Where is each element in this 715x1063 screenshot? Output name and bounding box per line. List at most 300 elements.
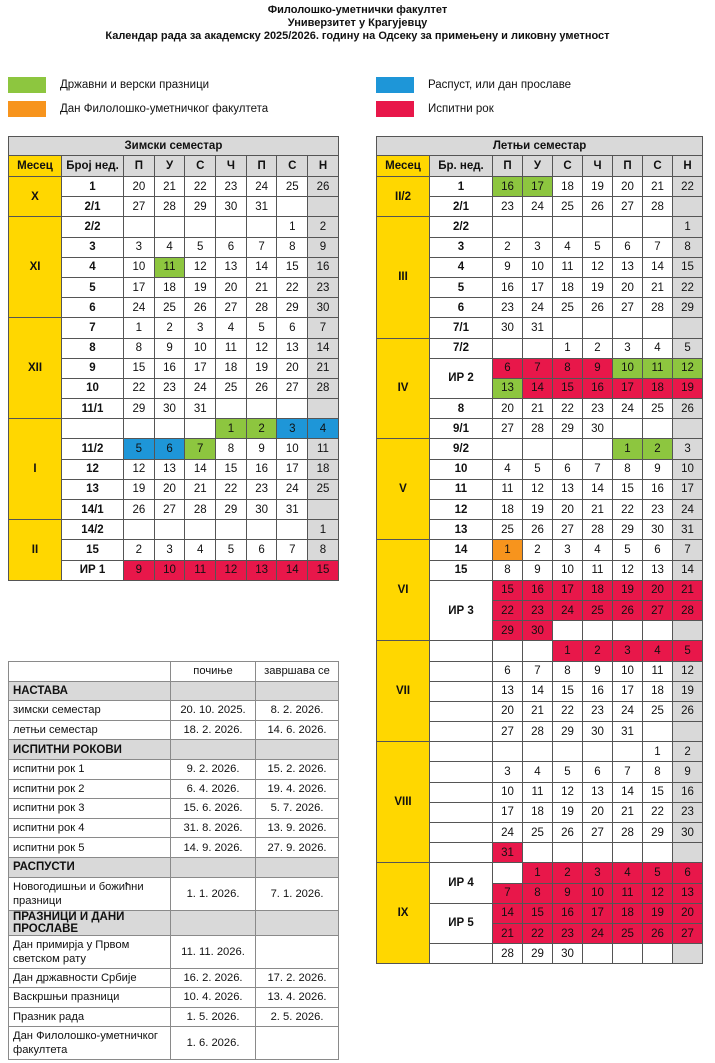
day-cell: 29 [553,419,583,439]
week-number: ИР 2 [430,358,493,398]
day-cell: 18 [523,802,553,822]
day-cell: 19 [583,277,613,297]
day-cell [124,419,155,439]
week-number: 15 [62,540,124,560]
day-cell: 3 [124,237,155,257]
dates-header-row [9,662,339,682]
week-number [430,944,493,964]
date-row-label: Дан Филолошко-уметничког факултета [9,1027,171,1060]
day-header: П [493,156,523,177]
date-start: 31. 8. 2026. [171,818,256,838]
day-cell: 19 [124,479,155,499]
day-cell: 22 [185,177,216,197]
day-cell: 7 [493,883,523,903]
day-cell: 28 [308,378,339,398]
section-blank [256,857,339,877]
week-number: 6 [62,298,124,318]
day-cell [277,399,308,419]
day-cell: 11 [523,782,553,802]
day-cell: 22 [673,177,703,197]
week-number: 1 [62,177,124,197]
day-cell: 11 [216,338,247,358]
day-cell: 20 [613,277,643,297]
day-cell: 23 [553,923,583,943]
date-start: 20. 10. 2025. [171,701,256,721]
week-number [430,742,493,762]
day-cell: 29 [673,298,703,318]
day-cell: 16 [493,277,523,297]
section-blank [256,681,339,701]
section-row [9,910,339,935]
day-cell: 9 [124,560,155,580]
week-row [377,177,703,197]
day-cell: 8 [553,358,583,378]
day-cell: 6 [613,237,643,257]
week-number: 2/1 [62,197,124,217]
day-cell: 12 [673,661,703,681]
week-row [377,863,703,883]
date-row-label: Празник рада [9,1007,171,1027]
day-cell: 12 [246,338,277,358]
date-start: 18. 2. 2026. [171,720,256,740]
week-number: 13 [62,479,124,499]
day-cell: 4 [216,318,247,338]
week-number: 8 [62,338,124,358]
day-cell: 22 [643,802,673,822]
day-cell: 26 [613,600,643,620]
week-number: 7/1 [430,318,493,338]
month-header: Месец [377,156,430,177]
day-header: П [613,156,643,177]
day-cell: 20 [124,177,155,197]
date-row [9,818,339,838]
day-cell: 22 [523,923,553,943]
day-cell [643,944,673,964]
date-row [9,720,339,740]
day-cell [185,419,216,439]
date-row [9,759,339,779]
day-cell: 14 [673,560,703,580]
date-end: 14. 6. 2026. [256,720,339,740]
day-cell [246,217,277,237]
day-cell [613,621,643,641]
section-title: РАСПУСТИ [9,857,171,877]
section-blank [171,857,256,877]
day-cell [673,722,703,742]
day-cell: 3 [154,540,185,560]
day-cell: 24 [673,500,703,520]
day-cell: 2 [553,863,583,883]
day-cell: 23 [523,600,553,620]
day-cell: 1 [493,540,523,560]
day-cell: 8 [673,237,703,257]
day-cell: 1 [673,217,703,237]
day-cell: 6 [643,540,673,560]
day-cell [553,217,583,237]
university-name: Универзитет у Крагујевцу [287,17,428,29]
day-cell: 31 [246,197,277,217]
date-end [256,1027,339,1060]
day-cell: 31 [277,500,308,520]
week-number [430,661,493,681]
day-cell [673,197,703,217]
day-cell: 4 [493,459,523,479]
day-cell: 24 [583,923,613,943]
day-cell: 24 [553,600,583,620]
day-cell: 10 [613,358,643,378]
day-cell: 31 [673,520,703,540]
day-header: П [124,156,155,177]
date-row [9,988,339,1008]
week-number: ИР 1 [62,560,124,580]
day-cell: 15 [673,257,703,277]
day-cell: 12 [583,257,613,277]
date-start: 11. 11. 2026. [171,935,256,968]
day-cell: 20 [277,358,308,378]
day-cell [493,439,523,459]
legend-faculty-day-label: Дан Филолошко-уметничког факултета [60,103,269,115]
day-header: С [277,156,308,177]
week-header: Број нед. [62,156,124,177]
day-cell [553,621,583,641]
day-cell: 5 [246,318,277,338]
week-number: 4 [62,257,124,277]
date-row-label: зимски семестар [9,701,171,721]
day-cell: 10 [613,661,643,681]
day-cell: 16 [523,580,553,600]
day-cell: 27 [493,722,523,742]
day-cell: 11 [553,257,583,277]
day-cell: 16 [493,177,523,197]
day-cell: 24 [493,823,523,843]
day-cell: 30 [583,419,613,439]
day-cell [643,722,673,742]
start-column-header: почиње [171,662,256,682]
day-cell: 23 [643,500,673,520]
day-cell: 28 [643,298,673,318]
day-cell: 5 [613,540,643,560]
day-cell: 26 [673,399,703,419]
day-header: Ч [216,156,247,177]
legend-holidays-label: Државни и верски празници [60,79,210,91]
week-number: 12 [430,500,493,520]
day-cell: 14 [583,479,613,499]
day-cell: 1 [643,742,673,762]
week-number: 14/2 [62,520,124,540]
day-cell: 21 [643,277,673,297]
date-start: 16. 2. 2026. [171,968,256,988]
section-blank [256,740,339,760]
day-cell: 13 [246,560,277,580]
day-cell: 16 [643,479,673,499]
day-cell: 22 [493,600,523,620]
week-number: 14 [430,540,493,560]
week-number: 9 [62,358,124,378]
week-number: 2/2 [430,217,493,237]
day-header: Ч [583,156,613,177]
week-number: ИР 5 [430,903,493,943]
day-cell: 6 [246,540,277,560]
day-cell: 3 [185,318,216,338]
day-cell: 22 [613,500,643,520]
day-cell: 24 [613,701,643,721]
day-cell: 27 [673,923,703,943]
week-number: 9/1 [430,419,493,439]
day-cell: 10 [493,782,523,802]
day-cell [523,217,553,237]
day-cell: 10 [154,560,185,580]
day-cell: 2 [673,742,703,762]
date-end: 7. 1. 2026. [256,877,339,910]
day-cell [643,621,673,641]
day-cell: 13 [493,681,523,701]
month-label: VIII [377,742,430,863]
day-cell: 5 [185,237,216,257]
day-cell [553,439,583,459]
day-cell: 21 [613,802,643,822]
day-cell: 6 [154,439,185,459]
end-column-header: завршава се [256,662,339,682]
date-row [9,935,339,968]
day-cell: 11 [613,883,643,903]
day-cell: 20 [613,177,643,197]
day-cell [673,944,703,964]
day-cell: 16 [583,378,613,398]
week-number: 11/1 [62,399,124,419]
day-cell: 10 [277,439,308,459]
day-cell: 25 [523,823,553,843]
day-cell: 19 [643,903,673,923]
day-cell: 19 [553,802,583,822]
day-cell: 1 [308,520,339,540]
legend-exam-label: Испитни рок [428,103,494,115]
week-number: 3 [62,237,124,257]
day-cell: 18 [553,277,583,297]
day-cell [124,520,155,540]
day-cell: 2 [154,318,185,338]
day-cell: 7 [246,237,277,257]
day-cell: 13 [583,782,613,802]
day-cell: 18 [493,500,523,520]
day-cell: 20 [673,903,703,923]
day-cell: 14 [523,681,553,701]
day-cell: 4 [643,641,673,661]
day-cell: 30 [553,944,583,964]
day-cell: 17 [523,177,553,197]
date-end: 27. 9. 2026. [256,838,339,858]
day-cell: 17 [523,277,553,297]
day-cell: 7 [583,459,613,479]
month-label: X [9,177,62,217]
month-label: II/2 [377,177,430,217]
week-number [62,419,124,439]
day-cell: 30 [643,520,673,540]
day-cell: 6 [493,661,523,681]
week-number: 1 [430,177,493,197]
day-cell: 26 [583,197,613,217]
day-cell: 14 [185,459,216,479]
day-cell: 2 [124,540,155,560]
week-row [377,217,703,237]
day-cell: 2 [583,338,613,358]
day-cell: 26 [643,923,673,943]
day-cell: 11 [583,560,613,580]
day-cell [613,742,643,762]
day-cell [308,500,339,520]
date-row-label: испитни рок 4 [9,818,171,838]
legend-blue-swatch [376,77,414,93]
day-cell [523,338,553,358]
day-cell: 8 [553,661,583,681]
day-cell: 1 [277,217,308,237]
day-cell: 12 [185,257,216,277]
day-cell: 28 [185,500,216,520]
day-cell: 17 [124,277,155,297]
day-cell: 23 [216,177,247,197]
day-cell: 20 [493,399,523,419]
day-cell: 29 [553,722,583,742]
day-cell: 8 [493,560,523,580]
day-cell: 30 [308,298,339,318]
section-title: НАСТАВА [9,681,171,701]
day-cell: 30 [493,318,523,338]
day-cell: 4 [583,540,613,560]
date-row [9,779,339,799]
day-cell: 27 [124,197,155,217]
week-number: 14/1 [62,500,124,520]
day-cell: 30 [154,399,185,419]
day-cell: 25 [154,298,185,318]
date-row-label: испитни рок 1 [9,759,171,779]
day-cell: 16 [583,681,613,701]
day-cell: 5 [673,641,703,661]
day-cell: 29 [216,500,247,520]
day-cell: 18 [583,580,613,600]
day-cell: 19 [583,177,613,197]
day-cell: 9 [493,257,523,277]
week-number [430,641,493,661]
date-start: 1. 5. 2026. [171,1007,256,1027]
day-cell: 13 [643,560,673,580]
day-cell: 28 [643,197,673,217]
day-cell [246,399,277,419]
day-cell: 3 [553,540,583,560]
day-cell: 23 [583,701,613,721]
day-cell: 16 [673,782,703,802]
day-cell [583,621,613,641]
day-cell [523,439,553,459]
day-cell: 23 [493,197,523,217]
week-number: 12 [62,459,124,479]
day-cell: 13 [216,257,247,277]
day-cell: 28 [583,520,613,540]
day-cell: 9 [523,560,553,580]
month-label: II [9,520,62,581]
day-header: С [643,156,673,177]
day-cell: 14 [613,782,643,802]
day-cell: 17 [613,681,643,701]
day-cell: 6 [277,318,308,338]
day-cell [643,217,673,237]
week-number: 15 [430,560,493,580]
day-cell: 3 [613,641,643,661]
week-number: 7 [62,318,124,338]
day-cell: 18 [308,459,339,479]
date-row [9,799,339,819]
day-cell: 18 [154,277,185,297]
day-cell: 28 [613,823,643,843]
day-cell: 9 [583,661,613,681]
day-cell: 1 [613,439,643,459]
day-cell: 8 [216,439,247,459]
day-cell: 9 [643,459,673,479]
week-number [430,762,493,782]
section-title: ПРАЗНИЦИ И ДАНИ ПРОСЛАВЕ [9,910,171,935]
week-row [377,641,703,661]
week-number [430,782,493,802]
month-label: XI [9,217,62,318]
day-cell: 23 [583,399,613,419]
date-end: 5. 7. 2026. [256,799,339,819]
day-cell: 23 [308,277,339,297]
date-row [9,877,339,910]
day-cell: 6 [583,762,613,782]
week-number: 7/2 [430,338,493,358]
day-cell: 28 [493,944,523,964]
day-cell: 3 [613,338,643,358]
day-cell: 30 [583,722,613,742]
day-cell: 10 [553,560,583,580]
dates-header-blank [9,662,171,682]
day-cell: 20 [154,479,185,499]
day-cell: 31 [185,399,216,419]
day-cell: 20 [216,277,247,297]
day-cell [493,742,523,762]
week-header: Бр. нед. [430,156,493,177]
day-cell: 3 [277,419,308,439]
week-row [9,217,339,237]
day-cell: 1 [553,338,583,358]
week-row [9,419,339,439]
day-cell: 27 [493,419,523,439]
day-cell: 24 [523,298,553,318]
week-number [430,701,493,721]
day-cell [643,318,673,338]
legend-exam [376,101,494,117]
date-row [9,968,339,988]
day-cell: 25 [553,197,583,217]
day-cell: 13 [553,479,583,499]
day-header: С [185,156,216,177]
day-cell: 18 [643,378,673,398]
day-cell: 26 [583,298,613,318]
day-cell: 15 [523,903,553,923]
day-cell: 22 [553,701,583,721]
date-end: 2. 5. 2026. [256,1007,339,1027]
day-cell: 7 [613,762,643,782]
day-cell: 17 [493,802,523,822]
day-cell: 26 [246,378,277,398]
day-cell: 27 [553,520,583,540]
section-blank [171,910,256,935]
day-cell: 28 [246,298,277,318]
day-cell: 5 [523,459,553,479]
day-cell: 26 [308,177,339,197]
day-cell [553,843,583,863]
day-cell: 31 [613,722,643,742]
summer-semester-table [376,136,703,964]
day-cell: 29 [523,944,553,964]
